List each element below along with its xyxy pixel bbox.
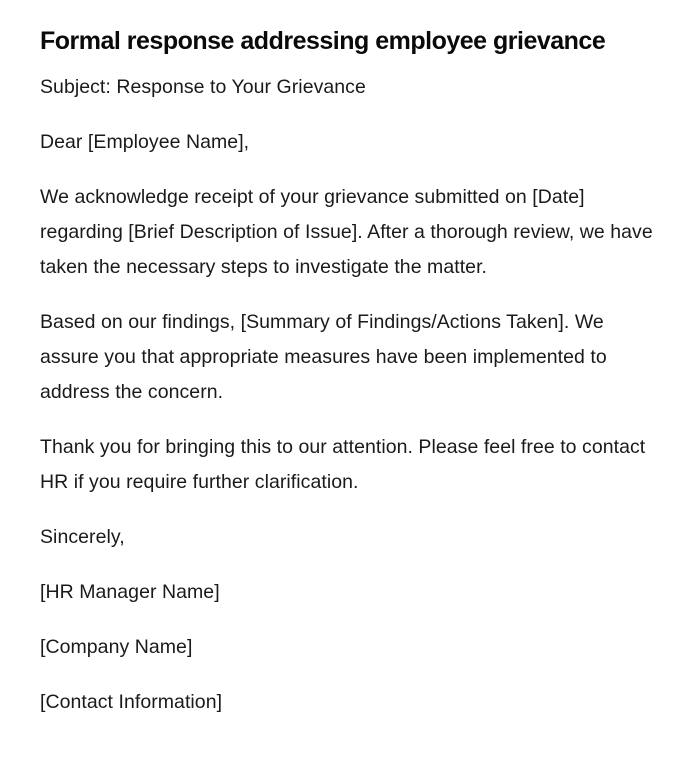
salutation: Dear [Employee Name], xyxy=(40,131,250,153)
body-paragraph-acknowledgement: We acknowledge receipt of your grievance submitted on [Date] regarding [Brief Description of Issue]. After a thorough review, we have taken the necessary steps to investigate the matter. xyxy=(40,186,653,278)
signature-contact: [Contact Information] xyxy=(40,691,223,713)
signature-name: [HR Manager Name] xyxy=(40,581,220,603)
signature-company: [Company Name] xyxy=(40,636,193,658)
closing: Sincerely, xyxy=(40,526,125,548)
subject-line: Subject: Response to Your Grievance xyxy=(40,76,366,98)
body-paragraph-thanks: Thank you for bringing this to our attention. Please feel free to contact HR if you require further clarification. xyxy=(40,436,646,493)
document-title: Formal response addressing employee grievance xyxy=(40,27,606,55)
body-paragraph-findings: Based on our findings, [Summary of Findings/Actions Taken]. We assure you that appropriate measures have been implemented to address the concern. xyxy=(40,311,607,403)
